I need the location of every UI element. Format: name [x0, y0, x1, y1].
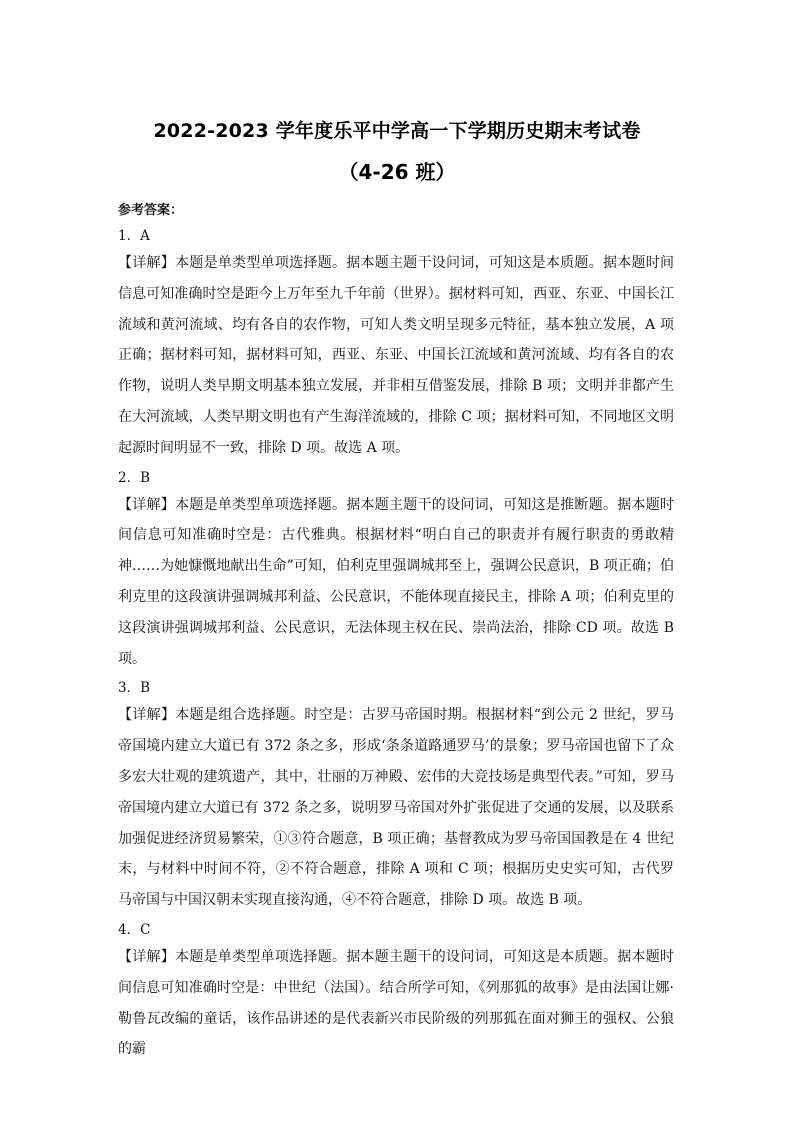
question-4-explanation [118, 942, 674, 1065]
question-3-text: 本题是组合选择题。时空是：古罗马帝国时期。根据材料“到公元 2 世纪，罗马帝国境内建立大道已有 372 条之多，形成‘条条道路通罗马’的景象；罗马帝国也留下了众多宏大壮观的建筑遗产，其中，壮丽的万神殿、宏伟的大竞技场是典型代表。”可知，罗马帝国境内建立大道已有 372 条之多，说明罗马帝国对外扩张促进了交通的发展，以及联系加强促进经济贸易繁荣，①③符合题意，B 项正确；基督教成为罗马帝国国教是在 4 世纪末，与材料中时间不符，②不符合题意，排除 A 项和 C 项；根据历史史实可知，古代罗马帝国与中国汉朝未实现直接沟通，④不符合题意，排除 D 项。故选 B 项。 [118, 707, 675, 909]
detail-tag: 【详解】 [118, 496, 176, 513]
question-4-text: 本题是单类型单项选择题。据本题主题干的设问词，可知这是本质题。据本题时间信息可知准确时空是：中世纪（法国）。结合所学可知，《列那狐的故事》是由法国让娜·勒鲁瓦改编的童话，该作品讲述的是代表新兴市民阶级的列那狐在面对狮王的强权、公狼的霸 [118, 948, 675, 1058]
question-2-explanation [118, 490, 674, 675]
question-1-number: 1．A [118, 228, 150, 244]
detail-tag: 【详解】 [118, 707, 176, 724]
answer-content [118, 200, 674, 1067]
question-2-text: 本题是单类型单项选择题。据本题主题干的设问词，可知这是推断题。据本题时间信息可知准确时空是：古代雅典。根据材料“明白自己的职责并有履行职责的勇敢精神……为她慷慨地献出生命”可知，伯利克里强调城邦至上，强调公民意识，B 项正确；伯利克里的这段演讲强调城邦利益、公民意识，不能体现直接民主，排除 A 项；伯利克里的这段演讲强调城邦利益、公民意识，无法体现主权在民、崇尚法治，排除 CD 项。故选 B 项。 [118, 496, 675, 667]
question-4-number: 4．C [118, 921, 151, 938]
question-3-number: 3．B [118, 680, 151, 697]
answer-key-label: 参考答案： [118, 203, 184, 218]
question-1-text: 本题是单类型单项选择题。据本题主题干设问词，可知这是本质题。据本题时间信息可知准确时空是距今上万年至九千年前（世界）。据材料可知，西亚、东亚、中国长江流域和黄河流域、均有各自的农作物，可知人类文明呈现多元特征，基本独立发展，A 项正确；据材料可知，据材料可知，西亚、东亚、中国长江流域和黄河流域、均有各自的农作物，说明人类早期文明基本独立发展，并非相互借鉴发展，排除 B 项；文明并非都产生在大河流域，人类早期文明也有产生海洋流域的，排除 C 项；据材料可知，不同地区文明起源时间明显不一致，排除 D 项。故选 A 项。 [118, 255, 675, 456]
exam-subtitle: （4-26 班） [338, 160, 456, 184]
question-3-explanation [118, 700, 674, 916]
detail-tag: 【详解】 [118, 948, 176, 965]
exam-title: 2022-2023 学年度乐平中学高一下学期历史期末考试卷 [153, 120, 641, 142]
detail-tag: 【详解】 [118, 255, 176, 271]
question-2-number: 2．B [118, 469, 151, 486]
question-1-explanation [118, 248, 674, 464]
